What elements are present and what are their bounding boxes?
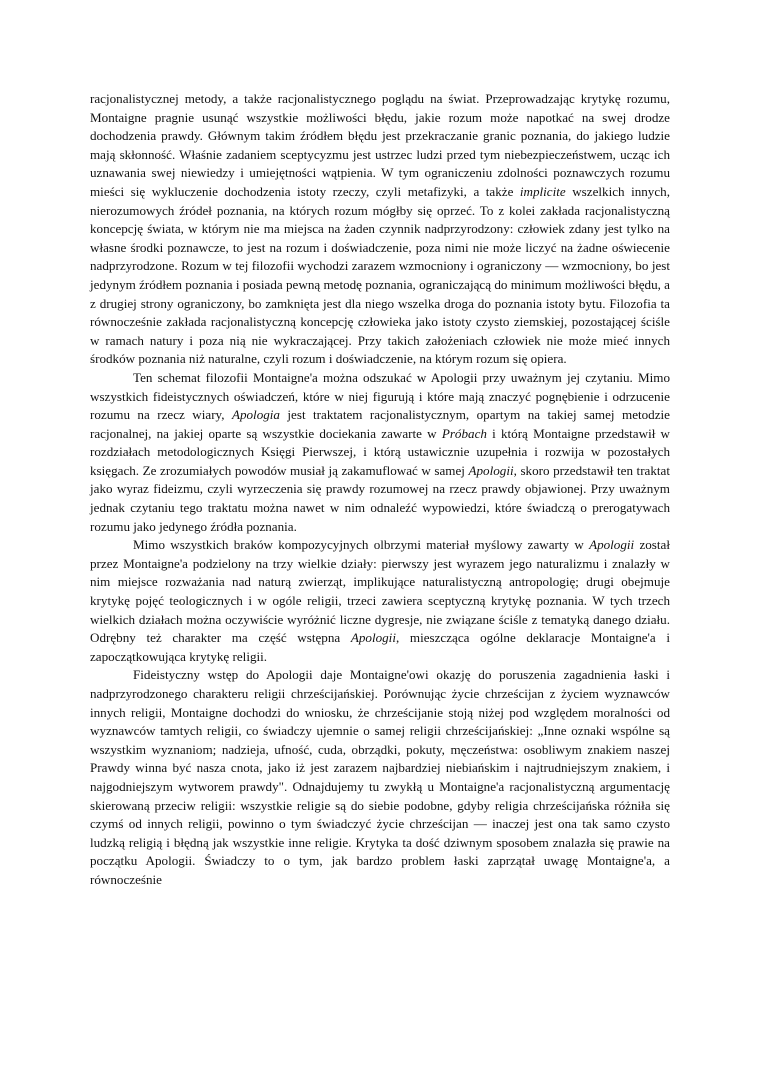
paragraph	[90, 90, 670, 369]
text-run: został przez Montaigne'a podzielony na trzy wielkie działy: pierwszy jest wyrazem jego naturalizmu i znalazły w nim miejsce rozważania nad naturą zwierząt, implikujące naturalistyczną antropologię; drugi obejmuje krytykę pojęć teologicznych i w ogóle religii, trzeci zawiera sceptyczną krytykę poznania. W tych trzech wielkich działach można oczywiście wyróżnić liczne dygresje, nie związane ściśle z tematyką danego działu. Odrębny też charakter ma część wstępna	[90, 537, 670, 646]
text-run: , skoro przedstawił ten traktat jako wyraz fideizmu, czyli wyrzeczenia się prawdy rozumowej na rzecz prawdy objawionej. Przy uważnym jednak czytaniu tego traktatu można nawet w nim odnaleźć wypowiedzi, które świadczą o prerogatywach rozumu jako jedynego źródła poznania.	[90, 462, 670, 534]
italic-title: Apologii	[350, 630, 396, 646]
text-run: , mieszcząca ogólne deklaracje Montaigne'a i zapoczątkowująca krytykę religii.	[90, 630, 670, 664]
text-run: Mimo wszystkich braków kompozycyjnych olbrzymi materiał myślowy zawarty w	[133, 537, 590, 553]
paragraph	[90, 666, 670, 889]
text-run: jest traktatem racjonalistycznym, opartym na takiej samej metodzie racjonalnej, na jakiej oparte są wszystkie dociekania zawarte w	[90, 407, 670, 441]
italic-title: Apologii	[589, 537, 635, 553]
paragraph	[90, 369, 670, 536]
paragraph	[90, 536, 670, 666]
text-run: racjonalistycznej metody, a także racjonalistycznego poglądu na świat. Przeprowadzając krytykę rozumu, Montaigne pragnie usunąć wszystkie możliwości błędu, jakie rozum może napotkać na swej drodze dochodzenia prawdy. Głównym takim źródłem błędu jest przekraczanie granic poznania, do jakiego ludzie mają skłonność. Właśnie zadaniem sceptycyzmu jest ustrzec ludzi przed tym niebezpieczeństwem, ucząc ich uznawania swej niewiedzy i umiejętności wątpienia. W tym ograniczeniu zdolności poznawczych rozumu mieści się wykluczenie dochodzenia istoty rzeczy, czyli metafizyki, a także	[90, 91, 670, 199]
document-page	[90, 90, 670, 890]
italic-title: Próbach	[441, 425, 487, 441]
italic-title: Apologii	[468, 462, 514, 478]
text-run: Ten schemat filozofii Montaigne'a można odszukać w Apologii przy uważnym jej czytaniu. Mimo wszystkich fideistycznych oświadczeń, które w niej figurują i które mają znaczyć pognębienie i odrzucenie rozumu na rzecz wiary,	[90, 369, 670, 423]
italic-title: Apologia	[231, 407, 280, 423]
text-run: i którą Montaigne przedstawił w rozdziałach metodologicznych Księgi Pierwszej, i którą ustawicznie uzupełnia i rozwija w pozostałych księgach. Ze zrozumiałych powodów musiał ją zakamuflować w samej	[90, 425, 671, 478]
text-run: wszelkich innych, nierozumowych źródeł poznania, na których rozum mógłby się oprzeć. To z kolei zakłada racjonalistyczną koncepcję świata, w którym nie ma miejsca na żaden czynnik nadprzyrodzony: człowiek zdany jest tylko na własne środki poznawcze, to jest na rozum i doświadczenie, poza nimi nie może liczyć na żadne oświecenie nadprzyrodzone. Rozum w tej filozofii wychodzi zarazem wzmocniony i ograniczony — wzmocniony, bo jest jedynym źródłem poznania i posiada pewną metodę poznania, ograniczającą do minimum możliwości błędu, a z drugiej strony ograniczony, bo zamknięta jest dla niego wszelka droga do poznania istoty bytu. Filozofia ta równocześnie zakłada racjonalistyczną koncepcję człowieka jako istoty czysto ziemskiej, pozostającej ściśle w ramach natury i poza nią nie wykraczającej. Przy takich założeniach człowiek nie może mieć innych środków poznania niż naturalne, czyli rozum i doświadczenie, na którym rozum się opiera.	[90, 183, 670, 367]
text-run: Fideistyczny wstęp do Apologii daje Montaigne'owi okazję do poruszenia zagadnienia łaski i nadprzyrodzonego charakteru religii chrześcijańskiej. Porównując życie chrześcijan z życiem wyznawców innych religii, Montaigne dochodzi do wniosku, że chrześcijanie stoją niżej pod względem moralności od wyznawców tamtych religii, co świadczy ujemnie o samej religii chrześcijańskiej: „Inne oznaki wspólne są wszystkim wyznaniom; nadzieja, ufność, cuda, obrządki, pokuty, męczeństwa: osobliwym znakiem naszej Prawdy winna być nasza cnota, jako iż jest zarazem najbardziej niebiańskim i najtrudniejszym znakiem, i najgodniejszym wytworem prawdy". Odnajdujemy tu zwykłą u Montaigne'a racjonalistyczną argumentację skierowaną przeciw religii: wszystkie religie są do siebie podobne, gdyby religia chrześcijańska różniła się czymś od innych religii, powinno o tym świadczyć życie chrześcijan — inaczej jest ona tak samo czysto ludzką religią i błędną jak wszystkie inne religie. Krytyka ta dość dziwnym sposobem znalazła się prawie na początku Apologii. Świadczy to o tym, jak bardzo problem łaski zaprzątał uwagę Montaigne'a, a równocześnie	[90, 667, 670, 887]
italic-term: implicite	[519, 183, 566, 199]
